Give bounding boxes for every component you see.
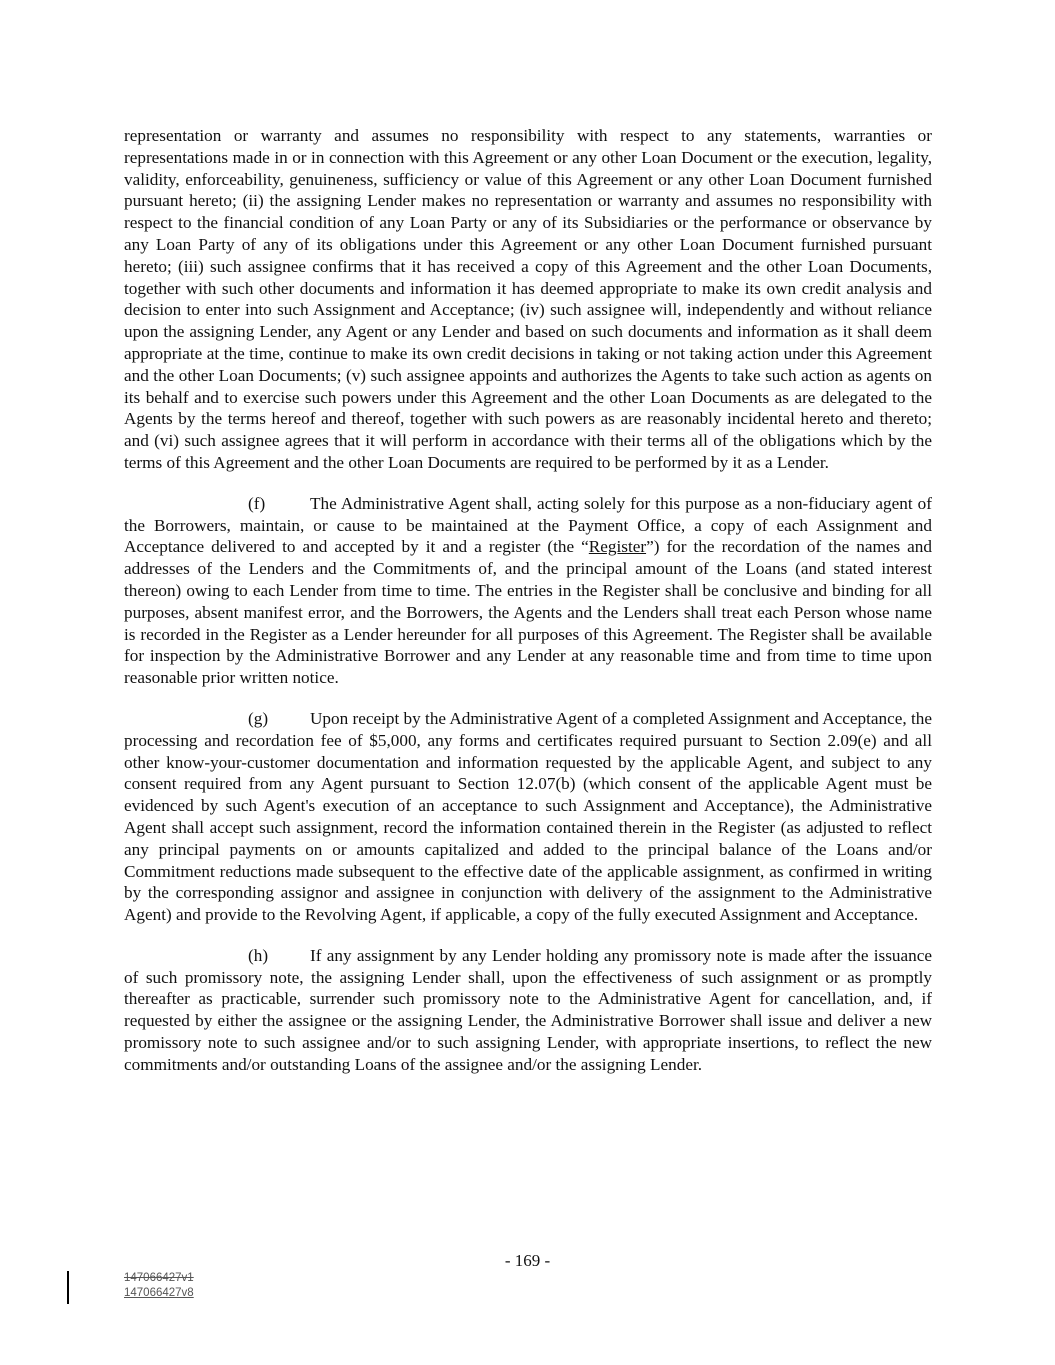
clause-label-f: (f) — [248, 493, 266, 513]
paragraph-text: If any assignment by any Lender holding any promissory note is made after the issuance of such promissory note, the assigning Lender shall, upon the effectiveness of such assignment or as promptly thereafter as practicable, surrender such promissory note to the Administrative Agent for cancellation, and, if requested by either the assignee or the assigning Lender, the Administrative Borrower shall issue and deliver a new promissory note to such assignee and/or to such assigning Lender, with appropriate insertions, to reflect the new commitments and/or outstanding Loans of the assignee and/or the assigning Lender. — [124, 945, 932, 1074]
document-body — [124, 125, 932, 1095]
document-id-inserted: 147066427v8 — [124, 1287, 194, 1299]
paragraph-f — [124, 493, 932, 689]
paragraph-text: Upon receipt by the Administrative Agent of a completed Assignment and Acceptance, the processing and recordation fee of $5,000, any forms and certificates required pursuant to Section 2.09(e) and all other know-your-customer documentation and information requested by the applicable Agent, and subject to any consent required from any Agent pursuant to Section 12.07(b) (which consent of the applicable Agent must be evidenced by such Agent's execution of an acceptance to such Assignment and Acceptance), the Administrative Agent shall accept such assignment, record the information contained therein in the Register (as adjusted to reflect any principal payments on or amounts capitalized and added to the principal balance of the Loans and/or Commitment reductions made subsequent to the effective date of the applicable assignment, as confirmed in writing by the corresponding assignor and assignee in conjunction with delivery of the assignment to the Administrative Agent) and provide to the Revolving Agent, if applicable, a copy of the fully executed Assignment and Acceptance. — [124, 708, 932, 925]
paragraph-text: The Administrative Agent shall, acting solely for this purpose as a non-fiduciary agent of the Borrowers, maintain, or cause to be maintained at the Payment Office, a copy of each Assignment and Acceptance delivered to and accepted by it and a register (the “ — [124, 493, 932, 557]
paragraph-text: ”) for the recordation of the names and addresses of the Lenders and the Commitments of, and the principal amount of the Loans (and stated interest thereon) owing to each Lender from time to time. The entries in the Register shall be conclusive and binding for all purposes, absent manifest error, and the Borrowers, the Agents and the Lenders shall treat each Person whose name is recorded in the Register as a Lender hereunder for all purposes of this Agreement. The Register shall be available for inspection by the Administrative Borrower and any Lender at any reasonable time and from time to time upon reasonable prior written notice. — [124, 537, 932, 688]
document-id-footer — [124, 1271, 194, 1301]
clause-label-g: (g) — [248, 708, 269, 728]
paragraph-h — [124, 945, 932, 1076]
page-number: - 169 - — [504, 1251, 551, 1270]
paragraph-text: representation or warranty and assumes no responsibility with respect to any statements, warranties or representations made in or in connection with this Agreement or any other Loan Document or the execution, legality, validity, enforceability, genuineness, sufficiency or value of this Agreement or any other Loan Document furnished pursuant hereto; (ii) the assigning Lender makes no representation or warranty and assumes no responsibility with respect to the financial condition of any Loan Party or any of its Subsidiaries or the performance or observance by any Loan Party of any of its obligations under this Agreement or any other Loan Document furnished pursuant hereto; (iii) such assignee confirms that it has received a copy of this Agreement and the other Loan Documents, together with such other documents and information it has deemed appropriate to make its own credit analysis and decision to enter into such Assignment and Acceptance; (iv) such assignee will, independently and without reliance upon the assigning Lender, any Agent or any Lender and based on such documents and information as it shall deem appropriate at the time, continue to make its own credit decisions in taking or not taking action under this Agreement and the other Loan Documents; (v) such assignee appoints and authorizes the Agents to take such action as agents on its behalf and to exercise such powers under this Agreement and the other Loan Documents as are delegated to the Agents by the terms hereof and thereof, together with such powers as are reasonably incidental hereto and thereto; and (vi) such assignee agrees that it will perform in accordance with their terms all of the obligations which by the terms of this Agreement and the other Loan Documents are required to be performed by it as a Lender. — [124, 126, 932, 472]
clause-label-h: (h) — [248, 945, 269, 965]
document-id-deleted: 147066427v1 — [124, 1272, 194, 1284]
paragraph-g — [124, 708, 932, 926]
paragraph-continuation — [124, 125, 932, 474]
defined-term-register: Register — [588, 537, 647, 557]
revision-change-bar — [67, 1271, 69, 1304]
